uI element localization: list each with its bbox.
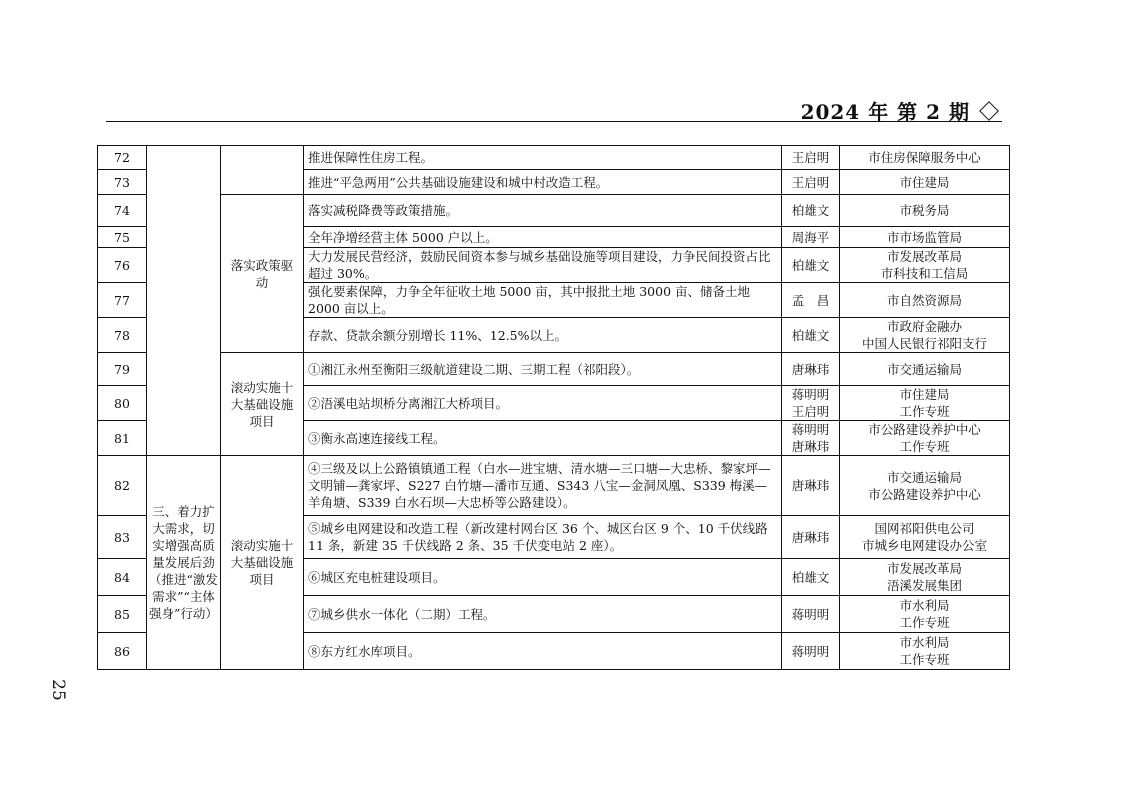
responsible-leader-cell bbox=[782, 386, 840, 421]
task-description-cell: 推进保障性住房工程。 bbox=[304, 146, 782, 170]
responsible-department-cell bbox=[840, 170, 1010, 195]
task-description-cell: ③衡永高速连接线工程。 bbox=[304, 421, 782, 456]
header-divider bbox=[106, 121, 1002, 122]
department-name: 市公路建设养护中心 bbox=[868, 422, 981, 437]
leader-name: 唐琳玮 bbox=[791, 478, 830, 493]
row-number-cell: 78 bbox=[98, 318, 147, 353]
row-number-cell: 86 bbox=[98, 633, 147, 670]
diamond-outline-icon bbox=[979, 101, 999, 121]
table-row bbox=[98, 353, 1010, 386]
row-number-cell: 79 bbox=[98, 353, 147, 386]
responsible-leader-cell bbox=[782, 227, 840, 248]
responsible-leader-cell bbox=[782, 633, 840, 670]
task-table bbox=[97, 145, 1010, 670]
responsible-leader-cell bbox=[782, 559, 840, 596]
leader-name: 王启明 bbox=[791, 174, 830, 190]
leader-name: 柏雄文 bbox=[791, 327, 830, 343]
row-number-cell: 72 bbox=[98, 146, 147, 170]
department-name: 市自然资源局 bbox=[886, 292, 962, 308]
responsible-department-cell bbox=[840, 559, 1010, 596]
department-name: 浯溪发展集团 bbox=[886, 578, 962, 593]
department-name: 市住房保障服务中心 bbox=[868, 150, 981, 165]
leader-name: 唐琳玮 bbox=[791, 361, 830, 377]
task-description-cell: ⑤城乡电网建设和改造工程（新改建村网台区 36 个、城区台区 9 个、10 千伏线路 11 条，新建 35 千伏线路 2 条、35 千伏变电站 2 座）。 bbox=[304, 516, 782, 559]
page-number: 25 bbox=[48, 679, 68, 701]
responsible-leader-cell bbox=[782, 248, 840, 283]
department-name: 工作专班 bbox=[899, 652, 950, 667]
leader-name: 周海平 bbox=[791, 229, 830, 245]
department-name: 工作专班 bbox=[899, 615, 950, 630]
row-number-cell: 84 bbox=[98, 559, 147, 596]
row-number-cell: 74 bbox=[98, 195, 147, 227]
responsible-department-cell bbox=[840, 386, 1010, 421]
department-name: 市城乡电网建设办公室 bbox=[861, 538, 987, 553]
leader-name: 柏雄文 bbox=[791, 569, 830, 585]
leader-name: 王启明 bbox=[791, 404, 830, 419]
department-name: 国网祁阳供电公司 bbox=[874, 521, 975, 536]
leader-name: 柏雄文 bbox=[791, 257, 830, 273]
responsible-leader-cell bbox=[782, 170, 840, 195]
leader-name: 蒋明明 bbox=[791, 387, 830, 402]
department-name: 工作专班 bbox=[899, 439, 950, 454]
leader-name: 柏雄文 bbox=[791, 203, 830, 218]
responsible-department-cell bbox=[840, 516, 1010, 559]
responsible-department-cell bbox=[840, 353, 1010, 386]
department-name: 市交通运输局 bbox=[886, 469, 962, 485]
row-number-cell: 75 bbox=[98, 227, 147, 248]
task-description-cell: 强化要素保障，力争全年征收土地 5000 亩，其中报批土地 3000 亩、储备土地 2000 亩以上。 bbox=[304, 283, 782, 318]
category-cell: 三、着力扩大需求，切实增强高质量发展后劲（推进“激发需求”“主体强身”行动） bbox=[147, 456, 221, 670]
table-row bbox=[98, 146, 1010, 170]
row-number-cell: 80 bbox=[98, 386, 147, 421]
responsible-leader-cell bbox=[782, 596, 840, 633]
department-name: 工作专班 bbox=[899, 404, 950, 419]
category-cell-empty bbox=[147, 146, 221, 456]
department-name: 中国人民银行祁阳支行 bbox=[861, 336, 987, 351]
subcategory-cell-infrastructure: 滚动实施十大基础设施项目 bbox=[221, 456, 304, 670]
department-name: 市住建局 bbox=[899, 174, 950, 190]
responsible-leader-cell bbox=[782, 146, 840, 170]
leader-name: 唐琳玮 bbox=[791, 529, 830, 545]
row-number-cell: 85 bbox=[98, 596, 147, 633]
task-description-cell: ⑧东方红水库项目。 bbox=[304, 633, 782, 670]
task-description-cell: 全年净增经营主体 5000 户以上。 bbox=[304, 227, 782, 248]
responsible-department-cell bbox=[840, 596, 1010, 633]
department-name: 市交通运输局 bbox=[886, 361, 962, 377]
responsible-leader-cell bbox=[782, 516, 840, 559]
department-name: 市税务局 bbox=[899, 203, 950, 218]
department-name: 市水利局 bbox=[899, 598, 950, 613]
row-number-cell: 83 bbox=[98, 516, 147, 559]
department-name: 市政府金融办 bbox=[886, 319, 962, 334]
responsible-department-cell bbox=[840, 318, 1010, 353]
leader-name: 蒋明明 bbox=[791, 643, 830, 659]
responsible-leader-cell bbox=[782, 421, 840, 456]
responsible-department-cell bbox=[840, 146, 1010, 170]
department-name: 市发展改革局 bbox=[886, 249, 962, 264]
task-description-cell: 落实减税降费等政策措施。 bbox=[304, 195, 782, 227]
leader-name: 蒋明明 bbox=[791, 422, 830, 437]
responsible-leader-cell bbox=[782, 318, 840, 353]
subcategory-cell-infrastructure: 滚动实施十大基础设施项目 bbox=[221, 353, 304, 456]
responsible-leader-cell bbox=[782, 456, 840, 516]
table-row bbox=[98, 195, 1010, 227]
leader-name: 孟 昌 bbox=[791, 292, 830, 308]
task-description-cell: ④三级及以上公路镇镇通工程（白水—进宝塘、清水塘—三口塘—大忠桥、黎家坪—文明铺—龚家坪、S227 白竹塘—潘市互通、S343 八宝—金洞凤凰、S339 梅溪—羊角塘、S339 白水石坝—大忠桥等公路建设）。 bbox=[304, 456, 782, 516]
responsible-department-cell bbox=[840, 456, 1010, 516]
subcategory-cell-policy: 落实政策驱动 bbox=[221, 195, 304, 353]
department-name: 市市场监管局 bbox=[886, 229, 962, 245]
responsible-leader-cell bbox=[782, 283, 840, 318]
leader-name: 唐琳玮 bbox=[791, 439, 830, 454]
responsible-department-cell bbox=[840, 195, 1010, 227]
row-number-cell: 73 bbox=[98, 170, 147, 195]
responsible-department-cell bbox=[840, 283, 1010, 318]
department-name: 市住建局 bbox=[899, 387, 950, 402]
row-number-cell: 81 bbox=[98, 421, 147, 456]
task-description-cell: 存款、贷款余额分别增长 11%、12.5%以上。 bbox=[304, 318, 782, 353]
row-number-cell: 77 bbox=[98, 283, 147, 318]
row-number-cell: 76 bbox=[98, 248, 147, 283]
subcategory-cell-empty bbox=[221, 146, 304, 195]
department-name: 市水利局 bbox=[899, 635, 950, 650]
responsible-department-cell bbox=[840, 633, 1010, 670]
responsible-leader-cell bbox=[782, 195, 840, 227]
responsible-leader-cell bbox=[782, 353, 840, 386]
task-description-cell: ⑦城乡供水一体化（二期）工程。 bbox=[304, 596, 782, 633]
department-name: 市发展改革局 bbox=[886, 561, 962, 576]
leader-name: 蒋明明 bbox=[791, 606, 830, 622]
task-description-cell: ①湘江永州至衡阳三级航道建设二期、三期工程（祁阳段）。 bbox=[304, 353, 782, 386]
leader-name: 王启明 bbox=[791, 150, 830, 165]
task-description-cell: 大力发展民营经济，鼓励民间资本参与城乡基础设施等项目建设，力争民间投资占比超过 30%。 bbox=[304, 248, 782, 283]
task-description-cell: ②浯溪电站坝桥分离湘江大桥项目。 bbox=[304, 386, 782, 421]
department-name: 市公路建设养护中心 bbox=[868, 486, 981, 502]
department-name: 市科技和工信局 bbox=[880, 266, 969, 281]
table-row bbox=[98, 456, 1010, 516]
row-number-cell: 82 bbox=[98, 456, 147, 516]
responsible-department-cell bbox=[840, 227, 1010, 248]
task-description-cell: ⑥城区充电桩建设项目。 bbox=[304, 559, 782, 596]
issue-title: 2024 年 第 2 期 bbox=[800, 100, 970, 124]
responsible-department-cell bbox=[840, 421, 1010, 456]
responsible-department-cell bbox=[840, 248, 1010, 283]
task-description-cell: 推进“平急两用”公共基础设施建设和城中村改造工程。 bbox=[304, 170, 782, 195]
